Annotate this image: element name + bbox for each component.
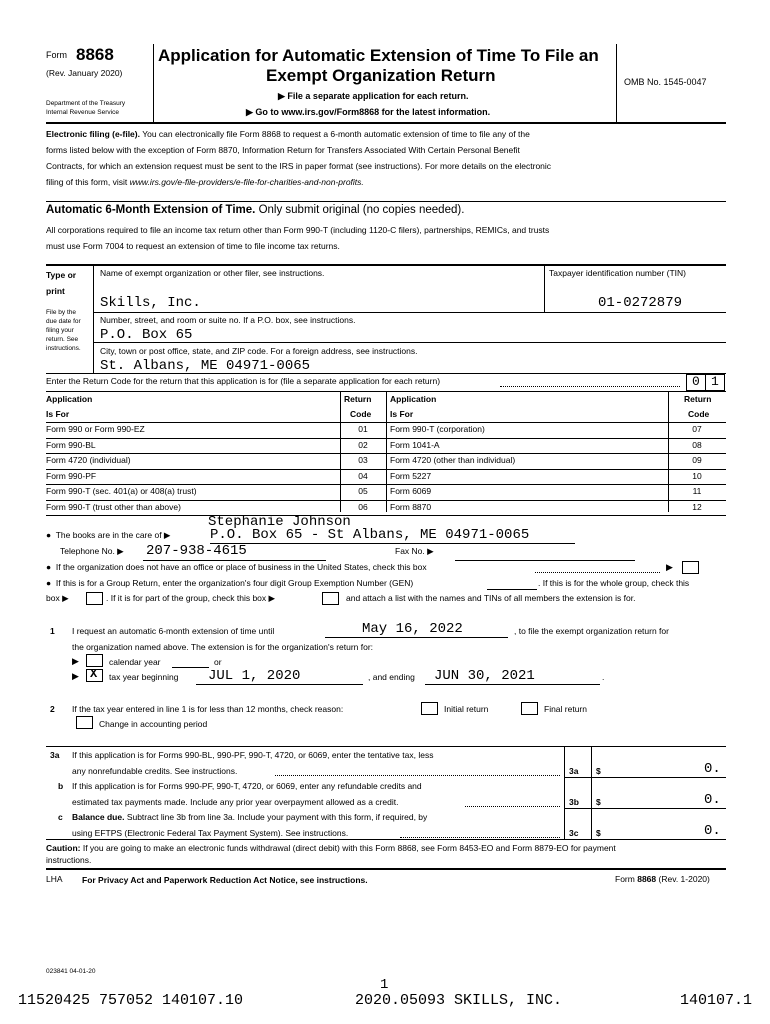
or-label: or xyxy=(214,657,222,667)
no-office-text: ● If the organization does not have an office or place of business in the United States, check this box xyxy=(46,562,427,572)
code-row-left-form: Form 990-T (sec. 401(a) or 408(a) trust) xyxy=(46,486,197,496)
line3c-text2: using EFTPS (Electronic Federal Tax Payment System). See instructions. xyxy=(72,828,349,838)
code-row-left-form: Form 990-PF xyxy=(46,470,97,481)
line3b-text2: estimated tax payments made. Include any prior year overpayment allowed as a credit. xyxy=(72,797,399,807)
col-application-r: Application xyxy=(390,394,437,404)
file-note: filing your xyxy=(46,327,74,334)
phone-field[interactable]: 207-938-4615 xyxy=(146,543,247,559)
col-isfor-r: Is For xyxy=(390,409,414,419)
return-code-value-1: 0 xyxy=(692,374,700,389)
calendar-year-label: calendar year xyxy=(109,657,161,667)
part-group-text: . If it is for part of the group, check this box ▶ xyxy=(106,593,276,603)
calendar-year-field[interactable] xyxy=(172,667,209,668)
care-person: Stephanie Johnson xyxy=(208,514,351,530)
tin-label: Taxpayer identification number (TIN) xyxy=(549,268,687,278)
initial-return-checkbox[interactable] xyxy=(421,702,438,715)
no-office-checkbox[interactable] xyxy=(682,561,699,574)
line3c-value[interactable]: 0. xyxy=(704,823,721,839)
caution-text: Caution: If you are going to make an electronic funds withdrawal (direct debit) with this Form 8868, see Form 8453-EO and Form 8879-EO for payment xyxy=(46,843,616,853)
fax-label: Fax No. ▶ xyxy=(395,546,434,556)
extension-date-field[interactable]: May 16, 2022 xyxy=(362,621,463,637)
code-row-left-form: Form 4720 (individual) xyxy=(46,455,131,465)
irs: Internal Revenue Service xyxy=(46,109,119,116)
phone-label: Telephone No. ▶ xyxy=(60,546,124,556)
form-reference: Form 8868 (Rev. 1-2020) xyxy=(615,874,710,884)
books-field[interactable]: P.O. Box 65 - St Albans, ME 04971-0065 xyxy=(210,527,530,543)
arrow-icon: ▶ xyxy=(72,656,79,666)
change-accounting-label: Change in accounting period xyxy=(99,719,208,729)
code-row-left-code: 02 xyxy=(358,439,368,450)
org-name-field[interactable]: Skills, Inc. xyxy=(100,295,201,311)
line3a-text2: any nonrefundable credits. See instructions. xyxy=(72,766,238,776)
calendar-year-checkbox[interactable] xyxy=(86,654,103,667)
dollar-sign: $ xyxy=(596,797,601,807)
lha-label: LHA xyxy=(46,874,63,884)
line2-text: If the tax year entered in line 1 is for less than 12 months, check reason: xyxy=(72,704,344,714)
subtitle-website: ▶ Go to www.irs.gov/Form8868 for the latest information. xyxy=(246,107,491,117)
books-label: ● The books are in the care of ▶ xyxy=(46,530,171,540)
code-row-right-form: Form 8870 xyxy=(390,501,432,512)
final-return-label: Final return xyxy=(544,704,587,714)
code-row-right-code: 12 xyxy=(692,501,702,512)
gen-field[interactable] xyxy=(487,589,537,590)
code-row-right-code: 08 xyxy=(692,439,702,450)
efile-line3: Contracts, for which an extension request must be sent to the IRS in paper format (see instructions). For more details on the electronic xyxy=(46,161,552,171)
change-accounting-checkbox[interactable] xyxy=(76,716,93,729)
efile-link[interactable]: www.irs.gov/e-file-providers/e-file-for-charities-and-non-profits. xyxy=(129,177,364,187)
footer-center-id: 2020.05093 SKILLS, INC. xyxy=(355,992,563,1009)
code-row-left-form: Form 990-T (trust other than above) xyxy=(46,501,181,512)
arrow-icon: ▶ xyxy=(666,562,673,572)
code-row-right-code: 09 xyxy=(692,455,702,465)
col-code-r: Code xyxy=(688,409,710,419)
dept-treasury: Department of the Treasury xyxy=(46,100,126,107)
form-label: Form xyxy=(46,50,67,60)
code-row-left-code: 01 xyxy=(358,424,368,434)
code-row-left-form: Form 990 or Form 990-EZ xyxy=(46,424,145,434)
code-row-left-form: Form 990-BL xyxy=(46,439,96,450)
period: . xyxy=(602,672,605,682)
tax-year-end-field[interactable]: JUN 30, 2021 xyxy=(434,668,535,684)
line2-number: 2 xyxy=(50,704,55,714)
org-name-label: Name of exempt organization or other filer, see instructions. xyxy=(100,268,325,278)
code-row-left-code: 04 xyxy=(358,470,368,481)
efile-line2: forms listed below with the exception of Form 8870, Information Return for Transfers Associated With Certain Personal Benefit xyxy=(46,145,520,155)
dollar-sign: $ xyxy=(596,766,601,776)
line3a-text1: If this application is for Forms 990-BL, 990-PF, 990-T, 4720, or 6069, enter the tentative tax, less xyxy=(72,750,434,760)
footer-right-id: 140107.1 xyxy=(680,992,753,1009)
ending-label: , and ending xyxy=(368,672,415,682)
page-number: 1 xyxy=(380,977,389,993)
street-label: Number, street, and room or suite no. If a P.O. box, see instructions. xyxy=(100,315,356,325)
code-row-left-code: 06 xyxy=(358,501,368,512)
box-label: box ▶ xyxy=(46,593,69,603)
line1-text3: the organization named above. The extension is for the organization's return for: xyxy=(72,642,374,652)
line3c-number: c xyxy=(58,812,63,822)
col-return: Return xyxy=(344,394,372,404)
efile-line4: filing of this form, visit www.irs.gov/e-file-providers/e-file-for-charities-and-non-profits. xyxy=(46,177,364,187)
line3c-text1: Balance due. Subtract line 3b from line 3a. Include your payment with this form, if required, by xyxy=(72,812,428,822)
line3a-label: 3a xyxy=(569,766,579,776)
tax-year-begin-field[interactable]: JUL 1, 2020 xyxy=(208,668,301,684)
return-code-value-2: 1 xyxy=(711,374,719,389)
form-code: 023841 04-01-20 xyxy=(46,968,96,975)
file-note: due date for xyxy=(46,318,81,325)
code-row-right-code: 11 xyxy=(692,486,702,496)
dollar-sign: $ xyxy=(596,828,601,838)
form-title-line2: Exempt Organization Return xyxy=(266,66,496,85)
line1-number: 1 xyxy=(50,626,55,636)
form-title-line1: Application for Automatic Extension of Time To File an xyxy=(158,46,599,65)
part-group-checkbox[interactable] xyxy=(322,592,339,605)
print: print xyxy=(46,286,65,296)
arrow-icon: ▶ xyxy=(72,671,79,681)
auto-line2: must use Form 7004 to request an extension of time to file income tax returns. xyxy=(46,241,340,251)
privacy-notice: For Privacy Act and Paperwork Reduction Act Notice, see instructions. xyxy=(82,875,368,885)
code-row-left-code: 03 xyxy=(358,455,368,465)
file-note: File by the xyxy=(46,309,76,316)
city-field[interactable]: St. Albans, ME 04971-0065 xyxy=(100,358,311,374)
form-number: 8868 xyxy=(76,45,114,64)
code-row-right-form: Form 990-T (corporation) xyxy=(390,424,485,434)
code-row-right-code: 10 xyxy=(692,470,702,481)
whole-group-checkbox[interactable] xyxy=(86,592,103,605)
subtitle-separate: ▶ File a separate application for each return. xyxy=(278,91,469,101)
group-return-text2: . If this is for the whole group, check this xyxy=(538,578,690,588)
return-code-label: Enter the Return Code for the return that this application is for (file a separate application for each return) xyxy=(46,376,441,386)
city-label: City, town or post office, state, and ZIP code. For a foreign address, see instructions. xyxy=(100,346,418,356)
attach-list-text: and attach a list with the names and TINs of all members the extension is for. xyxy=(346,593,636,603)
col-return-r: Return xyxy=(684,394,712,404)
tin-field[interactable]: 01-0272879 xyxy=(598,295,683,311)
group-return-text: ● If this is for a Group Return, enter the organization's four digit Group Exemption Number (GEN) xyxy=(46,578,414,588)
line1-text: I request an automatic 6-month extension of time until xyxy=(72,626,275,636)
final-return-checkbox[interactable] xyxy=(521,702,538,715)
col-application: Application xyxy=(46,394,93,404)
omb-number: OMB No. 1545-0047 xyxy=(624,77,707,87)
code-row-left-code: 05 xyxy=(358,486,368,496)
initial-return-label: Initial return xyxy=(444,704,489,714)
tax-year-check-mark: X xyxy=(90,667,98,681)
auto-extension-heading: Automatic 6-Month Extension of Time. Only submit original (no copies needed). xyxy=(46,204,465,216)
line3b-number: b xyxy=(58,781,64,791)
file-note: instructions. xyxy=(46,345,81,352)
type-or: Type or xyxy=(46,270,77,280)
file-note: return. See xyxy=(46,336,79,343)
auto-line1: All corporations required to file an income tax return other than Form 990-T (including 1120-C filers), partnerships, REMICs, and trusts xyxy=(46,225,550,235)
line3b-text1: If this application is for Forms 990-PF, 990-T, 4720, or 6069, enter any refundable credits and xyxy=(72,781,422,791)
code-row-right-code: 07 xyxy=(692,424,702,434)
fax-field[interactable] xyxy=(455,560,635,561)
footer-left-id: 11520425 757052 140107.10 xyxy=(18,992,244,1009)
code-row-right-form: Form 1041-A xyxy=(390,439,440,450)
code-row-right-form: Form 5227 xyxy=(390,470,432,481)
line3b-label: 3b xyxy=(569,797,579,807)
line3c-label: 3c xyxy=(569,828,579,838)
revision: (Rev. January 2020) xyxy=(46,68,123,78)
col-code: Code xyxy=(350,409,372,419)
code-row-right-form: Form 6069 xyxy=(390,486,432,496)
col-isfor: Is For xyxy=(46,409,70,419)
line3a-number: 3a xyxy=(50,750,60,760)
line3b-value[interactable]: 0. xyxy=(704,792,721,808)
tax-year-label: tax year beginning xyxy=(109,672,179,682)
efile-line1: Electronic filing (e-file). You can electronically file Form 8868 to request a 6-month automatic extension of time to file any of the xyxy=(46,129,530,139)
caution-text2: instructions. xyxy=(46,855,92,865)
code-row-right-form: Form 4720 (other than individual) xyxy=(390,455,516,465)
line1-text2: , to file the exempt organization return for xyxy=(514,626,669,636)
street-field[interactable]: P.O. Box 65 xyxy=(100,327,193,343)
line3a-value[interactable]: 0. xyxy=(704,761,721,777)
